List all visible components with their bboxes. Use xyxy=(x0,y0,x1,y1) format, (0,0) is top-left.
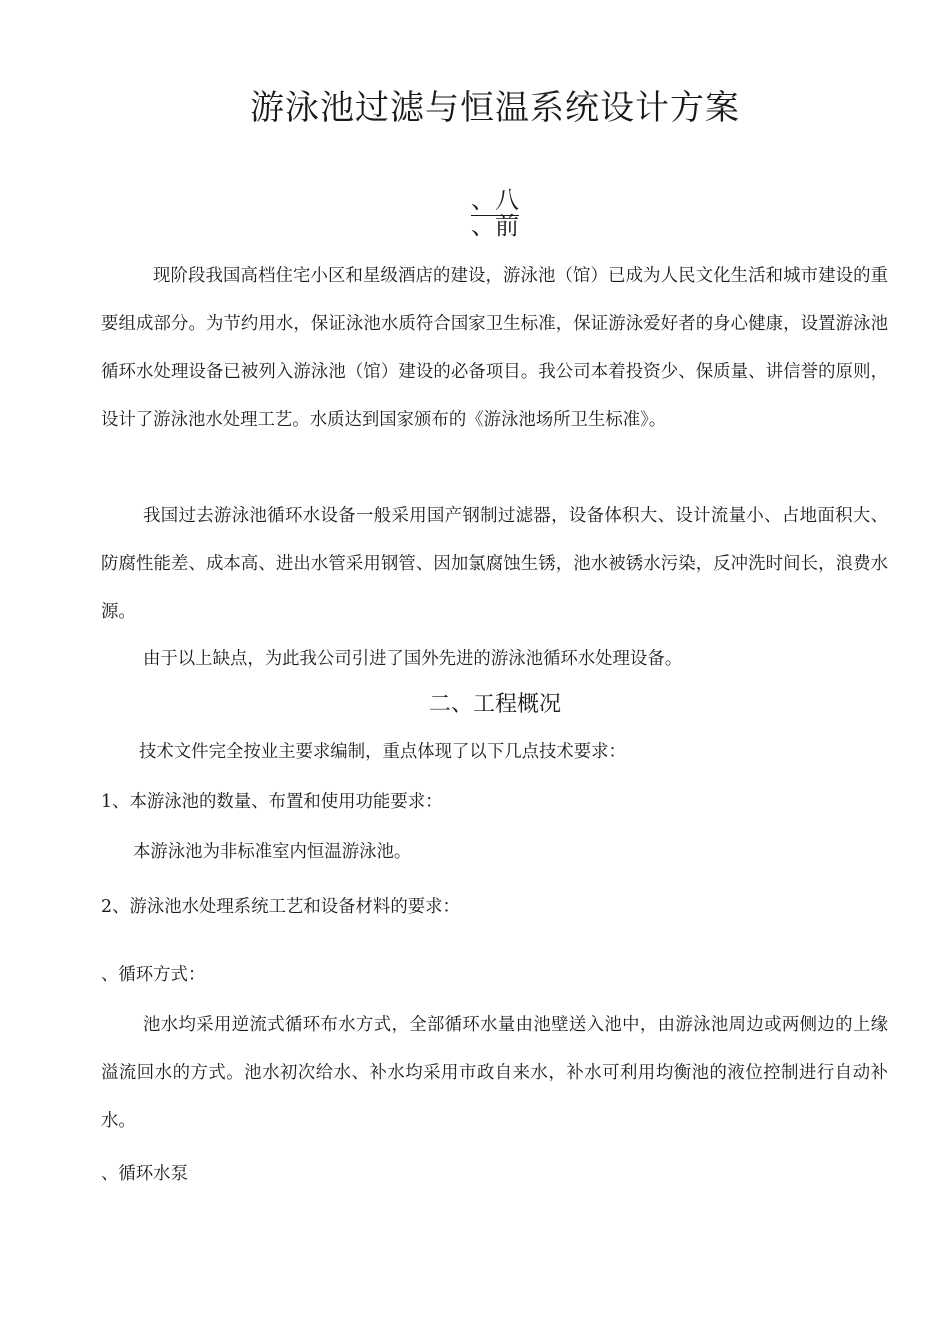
sub-circulation-heading: 、循环方式： xyxy=(101,965,206,985)
item1-text: 本游泳池为非标准室内恒温游泳池。 xyxy=(133,842,412,862)
section1-marker-top-text: 、八 xyxy=(471,186,519,214)
section2-heading: 二、工程概况 xyxy=(428,692,561,717)
circulation-paragraph: 池水均采用逆流式循环布水方式，全部循环水量由池壁送入池中，由游泳池周边或两侧边的上缘溢流回水的方式。池水初次给水、补水均采用市政自来水，补水可利用均衡池的液位控制进行自动补水。 xyxy=(101,1015,888,1131)
sub-pump-heading: 、循环水泵 xyxy=(101,1164,188,1184)
intro-paragraph-3: 由于以上缺点，为此我公司引进了国外先进的游泳池循环水处理设备。 xyxy=(143,649,683,669)
item1-heading: 1、本游泳池的数量、布置和使用功能要求： xyxy=(101,792,443,812)
intro-paragraph-1: 现阶段我国高档住宅小区和星级酒店的建设，游泳池（馆）已成为人民文化生活和城市建设的重要组成部分。为节约用水，保证泳池水质符合国家卫生标准，保证游泳爱好者的身心健康，设置游泳池循环水处理设备已被列入游泳池（馆）建设的必备项目。我公司本着投资少、保质量、讲信誉的原则，设计了游泳池水处理工艺。水质达到国家颁布的《游泳池场所卫生标准》。 xyxy=(101,266,888,430)
intro-paragraph-2: 我国过去游泳池循环水设备一般采用国产钢制过滤器，设备体积大、设计流量小、占地面积大、防腐性能差、成本高、进出水管采用钢管、因加氯腐蚀生锈，池水被锈水污染，反冲洗时间长，浪费水源。 xyxy=(101,506,888,622)
section1-marker-top xyxy=(0,186,950,214)
section2-intro: 技术文件完全按业主要求编制，重点体现了以下几点技术要求： xyxy=(139,742,626,762)
section1-marker-bottom: 、前 xyxy=(471,212,519,240)
document-title: 游泳池过滤与恒温系统设计方案 xyxy=(250,88,740,128)
item2-heading: 2、游泳池水处理系统工艺和设备材料的要求： xyxy=(101,897,460,917)
